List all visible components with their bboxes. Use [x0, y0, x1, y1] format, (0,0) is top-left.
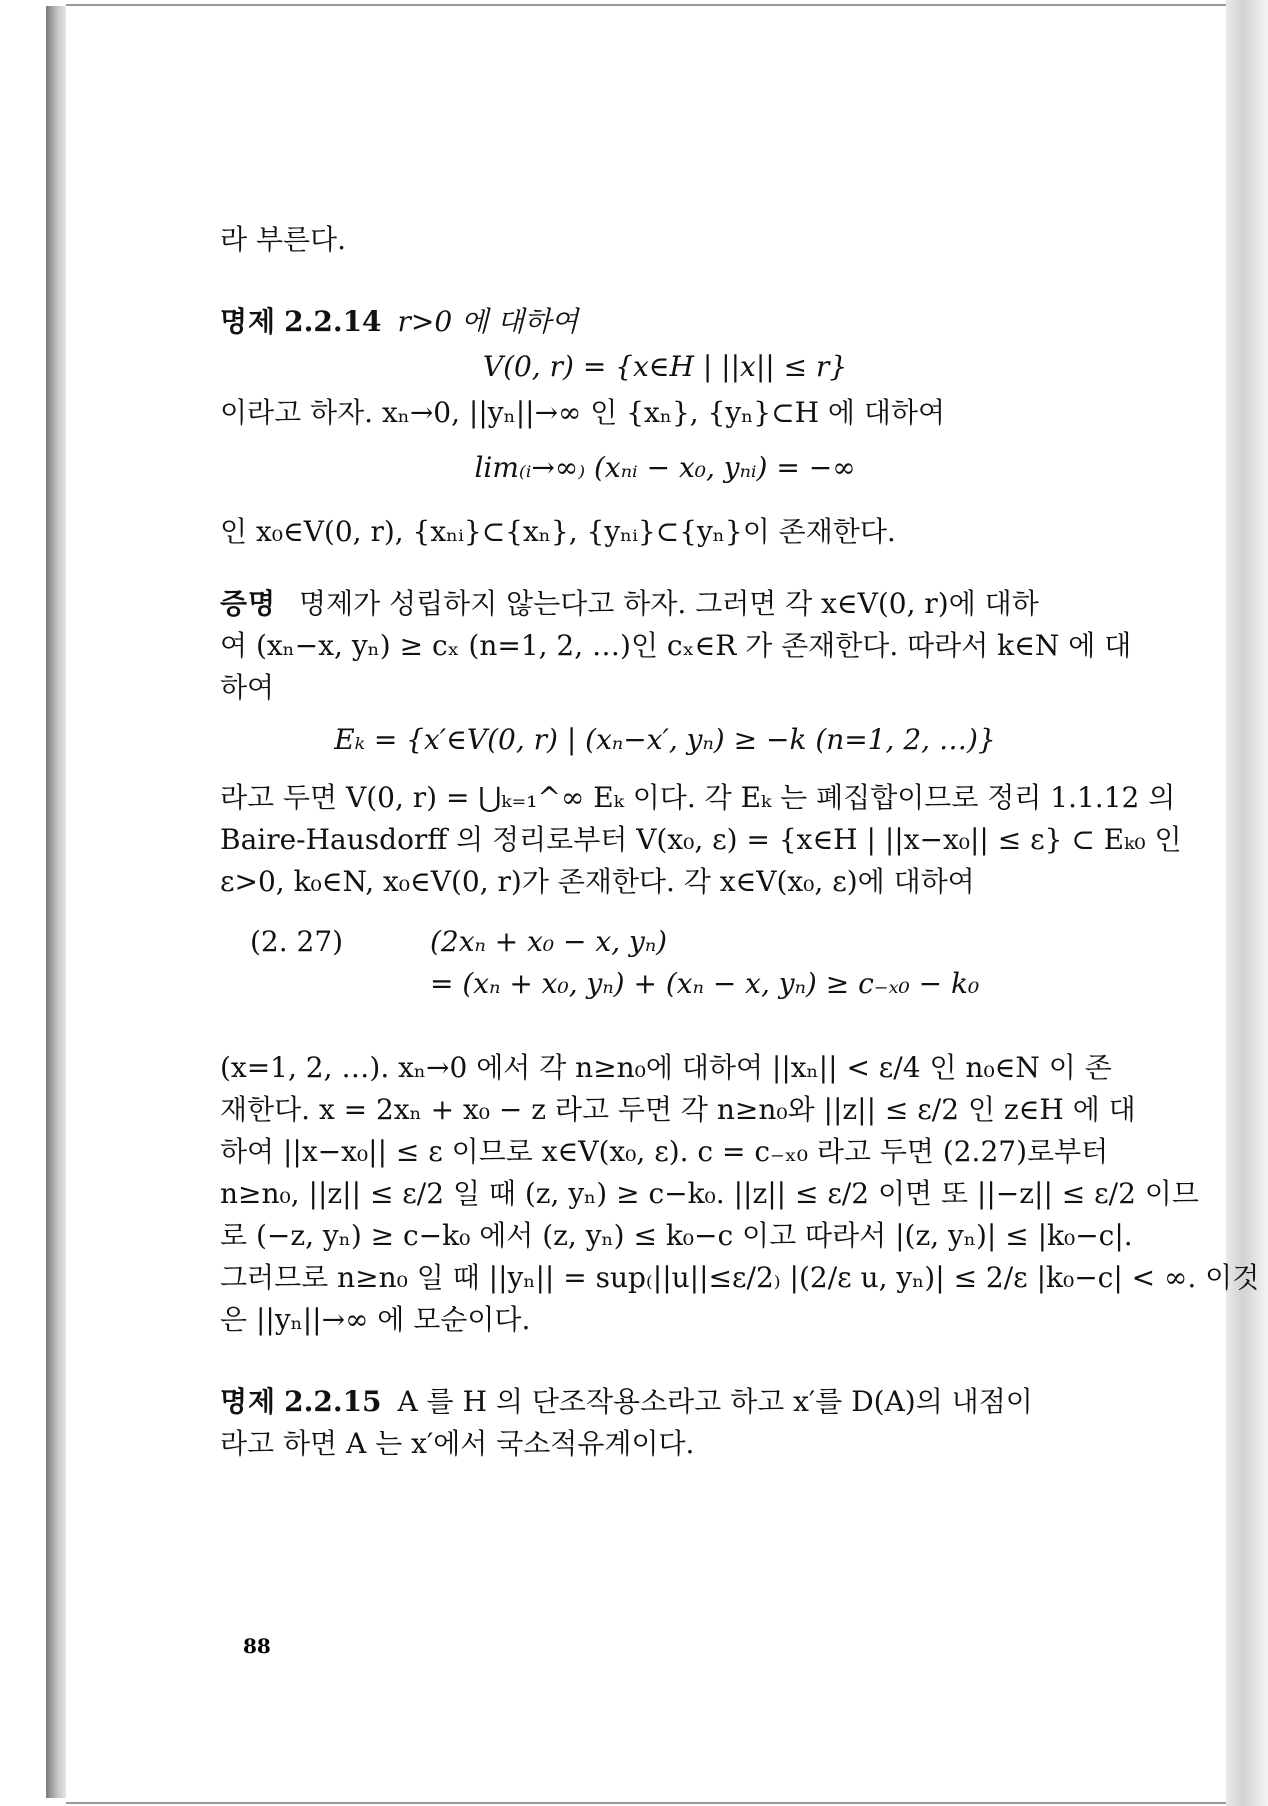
equation-2-27 [220, 922, 1110, 1012]
proof-line-3: 하여 [220, 671, 275, 704]
proof-line-1 [220, 584, 1039, 624]
prop-14-line-3: 인 x₀∈V(0, r), {xₙᵢ}⊂{xₙ}, {yₙᵢ}⊂{yₙ}이 존재한다. [220, 515, 896, 548]
equation-limit: lim₍ᵢ→∞₎ (xₙᵢ − x₀, yₙᵢ) = −∞ [474, 451, 856, 484]
proposition-2-2-14-heading [220, 302, 578, 342]
proof-after-Ek-1: 라고 두면 V(0, r) = ⋃ₖ₌₁^∞ Eₖ 이다. 각 Eₖ 는 폐집합이므로 정리 1.1.12 의 [220, 781, 1176, 814]
proof-label: 증명 [220, 587, 277, 620]
equation-number: (2. 27) [250, 925, 344, 958]
proposition-text: A 를 H 의 단조작용소라고 하고 x′를 D(A)의 내점이 [397, 1385, 1033, 1418]
proof-tail-5: 로 (−z, yₙ) ≥ c−k₀ 에서 (z, yₙ) ≤ k₀−c 이고 따라서 |(z, yₙ)| ≤ |k₀−c|. [220, 1219, 1133, 1252]
proof-after-Ek-3: ε>0, k₀∈N, x₀∈V(0, r)가 존재한다. 각 x∈V(x₀, ε)에 대하여 [220, 865, 975, 898]
proof-after-Ek-2: Baire-Hausdorff 의 정리로부터 V(x₀, ε) = {x∈H | ||x−x₀|| ≤ ε} ⊂ Eₖ₀ 인 [220, 823, 1182, 856]
proof-tail-4: n≥n₀, ||z|| ≤ ε/2 일 때 (z, yₙ) ≥ c−k₀. ||z|| ≤ ε/2 이면 또 ||−z|| ≤ ε/2 이므 [220, 1177, 1199, 1210]
proposition-number: 2.2.15 [284, 1385, 382, 1418]
prop-14-line-2: 이라고 하자. xₙ→0, ||yₙ||→∞ 인 {xₙ}, {yₙ}⊂H 에 대하여 [220, 396, 945, 429]
equation-V: V(0, r) = {x∈H | ||x|| ≤ r} [482, 350, 848, 383]
intro-line: 라 부른다. [220, 223, 346, 256]
proposition-2-2-15-line-2: 라고 하면 A 는 x′에서 국소적유계이다. [220, 1427, 695, 1460]
page-edge-shadow-left [46, 6, 68, 1798]
proposition-number: 2.2.14 [284, 305, 382, 338]
proposition-text: r>0 에 대하여 [397, 305, 579, 338]
book-page [66, 4, 1226, 1804]
proof-tail-1: (x=1, 2, …). xₙ→0 에서 각 n≥n₀에 대하여 ||xₙ|| < ε/4 인 n₀∈N 이 존 [220, 1051, 1112, 1084]
proposition-2-2-15-heading [220, 1382, 1033, 1422]
equation-Ek: Eₖ = {x′∈V(0, r) | (xₙ−x′, yₙ) ≥ −k (n=1, 2, …)} [334, 723, 996, 756]
proof-text: 명제가 성립하지 않는다고 하자. 그러면 각 x∈V(0, r)에 대하 [299, 587, 1039, 620]
equation-2-27-line-1: (2xₙ + x₀ − x, yₙ) [430, 925, 668, 958]
proof-tail-3: 하여 ||x−x₀|| ≤ ε 이므로 x∈V(x₀, ε). c = c₋ₓ₀ 라고 두면 (2.27)로부터 [220, 1135, 1109, 1168]
proposition-label: 명제 [220, 305, 277, 338]
proof-tail-2: 재한다. x = 2xₙ + x₀ − z 라고 두면 각 n≥n₀와 ||z|| ≤ ε/2 인 z∈H 에 대 [220, 1093, 1136, 1126]
equation-2-27-line-2: = (xₙ + x₀, yₙ) + (xₙ − x, yₙ) ≥ c₋ₓ₀ − k₀ [430, 967, 980, 1000]
page-number: 88 [243, 1634, 271, 1658]
proposition-label: 명제 [220, 1385, 277, 1418]
proof-line-2: 여 (xₙ−x, yₙ) ≥ cₓ (n=1, 2, …)인 cₓ∈R 가 존재한다. 따라서 k∈N 에 대 [220, 629, 1132, 662]
page-edge-shadow-right [1226, 0, 1268, 1806]
proof-tail-6: 그러므로 n≥n₀ 일 때 ||yₙ|| = sup₍||u||≤ε/2₎ |(2/ε u, yₙ)| ≤ 2/ε |k₀−c| < ∞. 이것 [220, 1261, 1260, 1294]
proof-tail-7: 은 ||yₙ||→∞ 에 모순이다. [220, 1303, 531, 1336]
